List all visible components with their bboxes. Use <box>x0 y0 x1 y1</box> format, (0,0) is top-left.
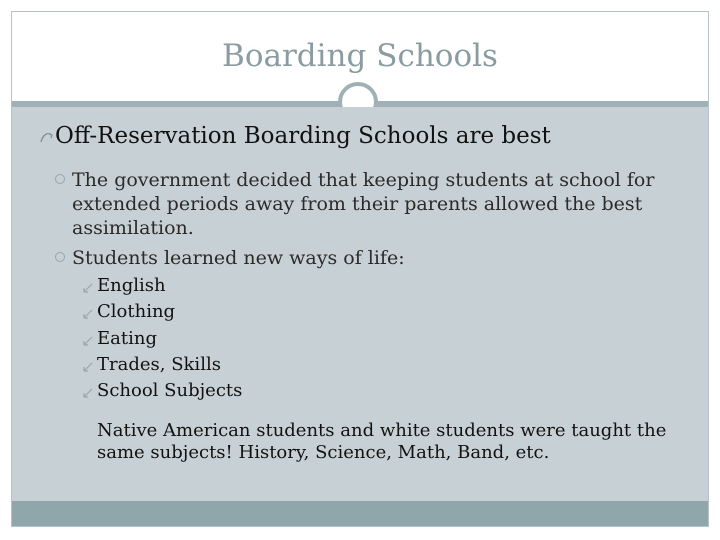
content-area <box>12 107 708 501</box>
sub-point-item: Trades, Skills <box>97 354 221 375</box>
sub-point-item: Eating <box>97 328 157 349</box>
point-item: The government decided that keeping students at school for extended periods away from their parents allowed the best assimilation. <box>72 169 655 239</box>
slide-title: Boarding Schools <box>222 38 498 74</box>
arrow-bullet-icon <box>82 335 94 347</box>
slide <box>11 11 709 527</box>
arrow-bullet-icon <box>82 282 94 294</box>
footer-bar <box>12 501 708 526</box>
circle-bullet-icon <box>55 252 65 262</box>
heading-bullet: Off-Reservation Boarding Schools are best <box>55 123 551 149</box>
sub-point-item: Clothing <box>97 301 176 322</box>
note-text: Native American students and white students were taught the same subjects! History, Science, Math, Band, etc. <box>97 420 667 463</box>
spiral-arrow-icon <box>40 131 54 143</box>
circle-bullet-icon <box>55 174 65 184</box>
arrow-bullet-icon <box>82 387 94 399</box>
sub-point-item: School Subjects <box>97 380 243 401</box>
point-item: Students learned new ways of life: <box>72 247 405 269</box>
arrow-bullet-icon <box>82 361 94 373</box>
arrow-bullet-icon <box>82 308 94 320</box>
sub-point-item: English <box>97 275 166 296</box>
